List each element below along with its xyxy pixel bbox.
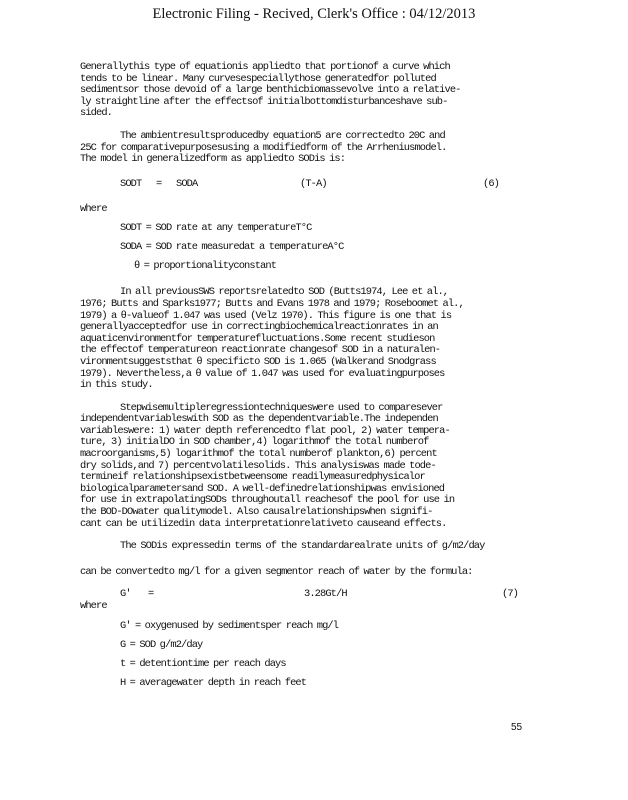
- text-line: cant can be utilizedin data interpretationrelativeto causeand effects.: [80, 517, 447, 530]
- paragraph-curve: [80, 62, 550, 120]
- text-line: The ambientresultsproducedby equation5 are correctedto 20C and: [120, 129, 445, 142]
- text-line: biologicalparametersand SOD. A well-definedrelationshipwas envisioned: [80, 482, 445, 495]
- text-line: ture, 3) initialDO in SOD chamber,4) logarithmof the total numberof: [80, 436, 429, 449]
- text-line: vironmentsuggeststhat θ specificto SOD is 1.065 (Walkerand Snodgrass: [80, 355, 436, 368]
- text-line: macroorganisms,5) logarithmof the total numberof plankton,6) percent: [80, 448, 437, 461]
- equation-operator: =: [156, 177, 162, 190]
- page-number: 55: [511, 722, 523, 733]
- paragraph-units: [80, 541, 550, 578]
- definition-line: SODT = SOD rate at any temperatureT°C: [120, 222, 312, 235]
- equation-7: [120, 589, 550, 601]
- equation-number: (7): [502, 588, 519, 601]
- text-line: for use in extrapolatingSODs throughoutall reachesof the pool for use in: [80, 494, 455, 507]
- text-line: the BOD-DOwater qualitymodel. Also causalrelationshipswhen signifi-: [80, 506, 433, 519]
- text-line: Generallythis type of equationis appliedto that portionof a curve which: [80, 61, 450, 73]
- definition-line: G' = oxygenused by sedimentsper reach mg/l: [120, 620, 339, 632]
- equation-rhs: 3.28Gt/H: [304, 588, 347, 601]
- equation-number: (6): [483, 177, 500, 190]
- text-line: can be convertedto mg/l for a given segmentor reach of water by the formula:: [80, 565, 473, 578]
- text-line: 1979). Nevertheless,a θ value of 1.047 was used for evaluatingpurposes: [80, 367, 445, 380]
- text-line: dry solids,and 7) percentvolatilesolids. This analysiswas made tode-: [80, 459, 436, 472]
- equation-lhs: SODT: [120, 177, 142, 190]
- text-line: The SODis expressedin terms of the standardarealrate units of g/m2/day: [120, 540, 485, 553]
- text-line: sided.: [80, 107, 113, 120]
- equation-operator: =: [148, 588, 154, 601]
- equation-rhs: SODA: [176, 177, 198, 190]
- definition-line: θ = proportionalityconstant: [134, 260, 277, 273]
- page-header: Electronic Filing - Recived, Clerk's Office : 04/12/2013: [152, 6, 476, 22]
- where-label: where: [80, 202, 107, 215]
- equation-lhs: G': [120, 588, 131, 601]
- text-line: The model in generalizedform as appliedto SODis is:: [80, 153, 346, 166]
- equation-6: [120, 179, 550, 191]
- text-line: tends to be linear. Many curvesespeciallythose generatedfor polluted: [80, 72, 436, 85]
- text-line: sedimentsor those devoid of a large benthicbiomassevolve into a relative-: [80, 84, 461, 97]
- text-line: 1976; Butts and Sparks1977; Butts and Evans 1978 and 1979; Roseboomet al.,: [80, 297, 464, 310]
- equation-exponent: (T-A): [300, 177, 327, 190]
- text-line: the effectof temperatureon reactionrate changesof SOD in a naturalen-: [80, 344, 441, 357]
- definition-line: t = detentiontime per reach days: [120, 658, 286, 670]
- text-line: aquaticenvironmentfor temperaturefluctuations.Some recent studieson: [80, 332, 435, 345]
- document-body: [80, 62, 550, 693]
- text-line: Stepwisemultipleregressiontechniqueswere used to comparesever: [120, 401, 443, 414]
- text-line: generallyacceptedfor use in correctingbiochemicalreactionrates in an: [80, 321, 438, 334]
- text-line: ly straightline after the effectsof initialbottomdisturbanceshave sub-: [80, 95, 448, 108]
- where-label: where: [80, 600, 107, 613]
- text-line: independentvariableswith SOD as the dependentvariable.The independen: [80, 413, 438, 426]
- definition-line: H = averagewater depth in reach feet: [120, 677, 307, 689]
- paragraph-ambient: [80, 131, 550, 166]
- text-line: in this study.: [80, 379, 153, 392]
- text-line: variableswere: 1) water depth referencedto flat pool, 2) water tempera-: [80, 424, 450, 437]
- paragraph-regression: [80, 403, 550, 531]
- text-line: termineif relationshipsexistbetweensome readilymeasuredphysicalor: [80, 471, 425, 484]
- text-line: 25C for comparativepurposesusing a modifiedform of the Arrheniusmodel.: [80, 141, 447, 154]
- definition-line: G = SOD g/m2/day: [120, 639, 203, 651]
- definition-line: SODA = SOD rate measuredat a temperatureA°C: [120, 241, 344, 254]
- text-line: In all previousSWS reportsrelatedto SOD (Butts1974, Lee et al.,: [120, 286, 449, 299]
- paragraph-previous-reports: [80, 287, 550, 391]
- text-line: 1979) a θ-valueof 1.047 was used (Velz 1970). This figure is one that is: [80, 309, 452, 322]
